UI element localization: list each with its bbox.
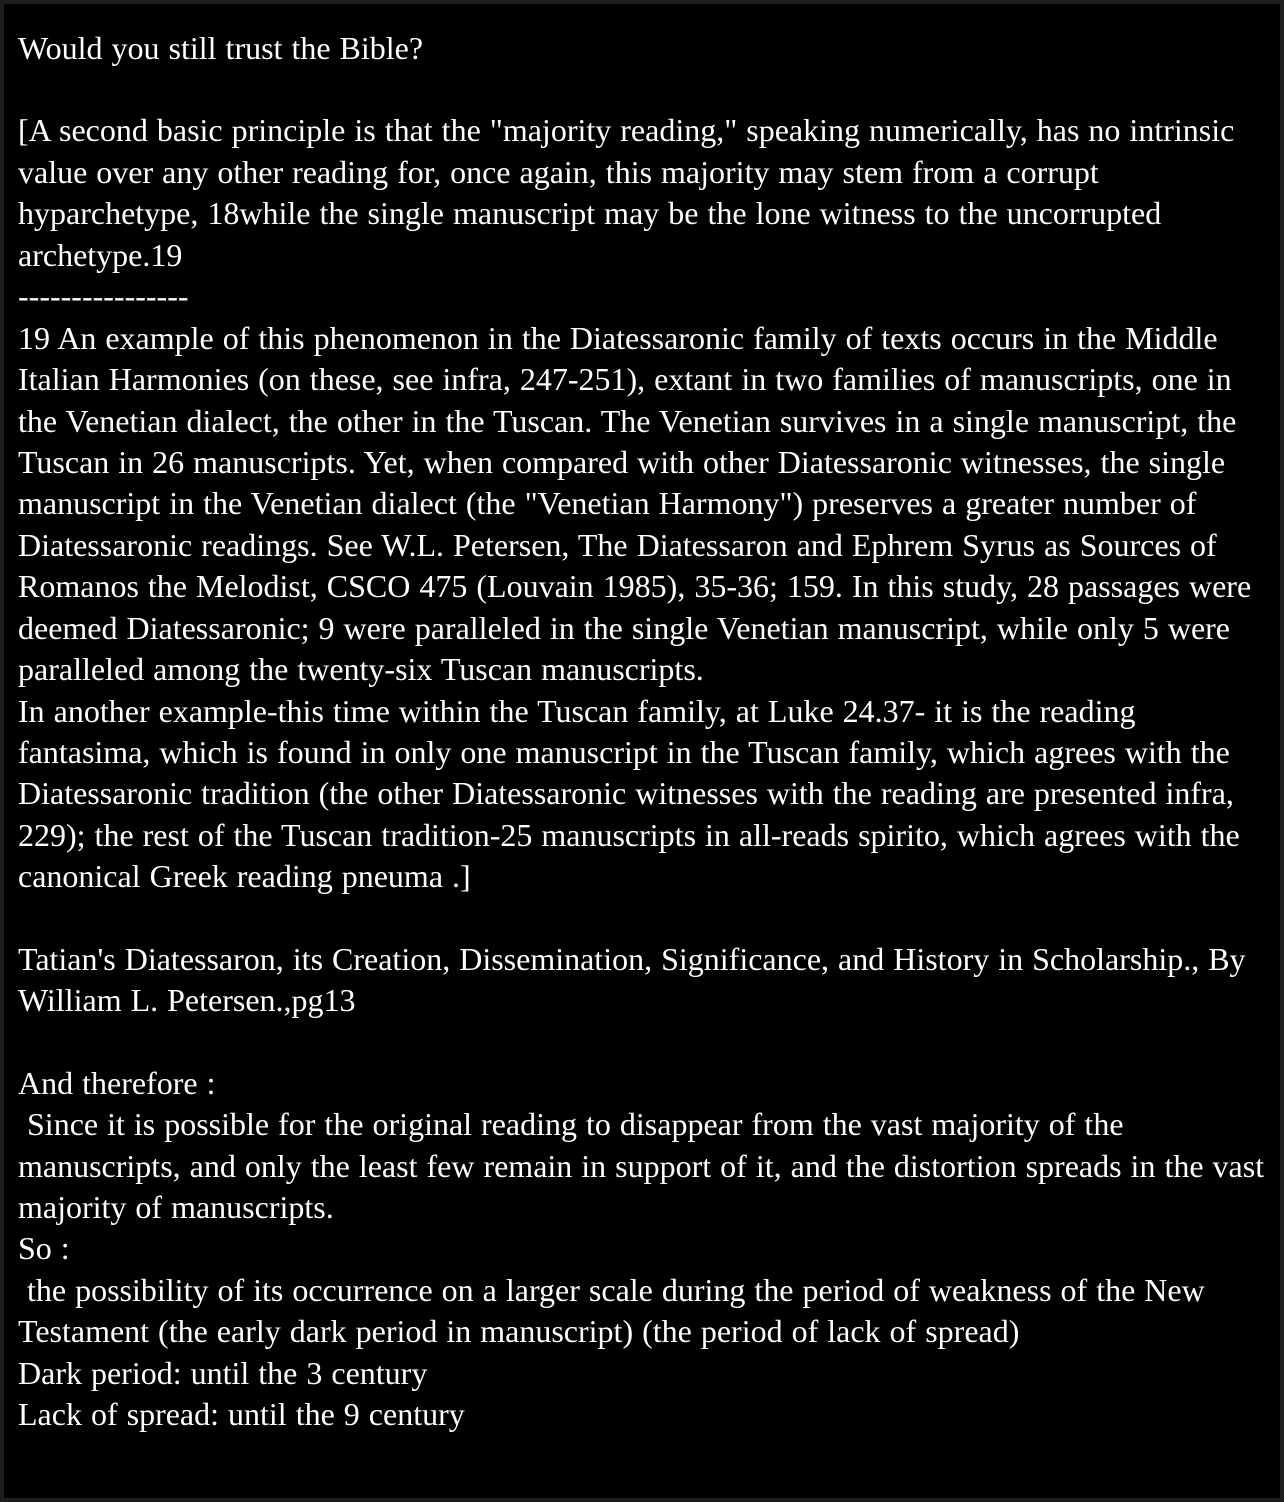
conclusion-paragraph: Since it is possible for the original reading to disappear from the vast majority of the manuscripts, and only the least few remain in support of it, and the distortion spreads in the vast majority of manuscripts. bbox=[18, 1106, 1274, 1225]
quote-paragraph: [A second basic principle is that the "majority reading," speaking numerically, has no intrinsic value over any other reading for, once again, this majority may stem from a corrupt hyparchetype, 18while the single manuscript may be the lone witness to the uncorrupted archetype.19 bbox=[18, 112, 1244, 273]
footnote-paragraph-1: 19 An example of this phenomenon in the Diatessaronic family of texts occurs in the Middle Italian Harmonies (on these, see infra, 247-251), extant in two families of manuscripts, one in the Venetian dialect, the other in the Tuscan. The Venetian survives in a single manuscript, the Tuscan in 26 manuscripts. Yet, when compared with other Diatessaronic witnesses, the single manuscript in the Venetian dialect (the "Venetian Harmony") preserves a greater number of Diatessaronic readings. See W.L. Petersen, The Diatessaron and Ephrem Syrus as Sources of Romanos the Melodist, CSCO 475 (Louvain 1985), 35-36; 159. In this study, 28 passages were deemed Diatessaronic; 9 were paralleled in the single Venetian manuscript, while only 5 were paralleled among the twenty-six Tuscan manuscripts. bbox=[18, 319, 1261, 688]
citation-line: Tatian's Diatessaron, its Creation, Dissemination, Significance, and History in Scholarship., By William L. Petersen.,pg13 bbox=[18, 940, 1254, 1019]
blank-line bbox=[18, 69, 1266, 110]
lack-of-spread-line: Lack of spread: until the 9 century bbox=[18, 1396, 465, 1433]
possibility-paragraph: the possibility of its occurrence on a larger scale during the period of weakness of the New Testament (the early dark period in manuscript) (the period of lack of spread) bbox=[18, 1271, 1214, 1350]
blank-line bbox=[18, 898, 1266, 939]
conclusion-intro: And therefore : bbox=[18, 1064, 216, 1101]
dark-period-line: Dark period: until the 3 century bbox=[18, 1354, 428, 1391]
question-title: Would you still trust the Bible? bbox=[18, 30, 424, 66]
so-label: So : bbox=[18, 1230, 70, 1267]
blank-line bbox=[18, 1022, 1266, 1063]
footnote-paragraph-2: In another example-this time within the Tuscan family, at Luke 24.37- it is the reading fantasima, which is found in only one manuscript in the Tuscan family, which agrees with the Diatessaronic tradition (the other Diatessaronic witnesses with the reading are presented infra, 229); the rest of the Tuscan tradition-25 manuscripts in all-reads spirito, which agrees with the canonical Greek reading pneuma .] bbox=[18, 692, 1249, 895]
footnote-separator: ---------------- bbox=[18, 278, 189, 315]
